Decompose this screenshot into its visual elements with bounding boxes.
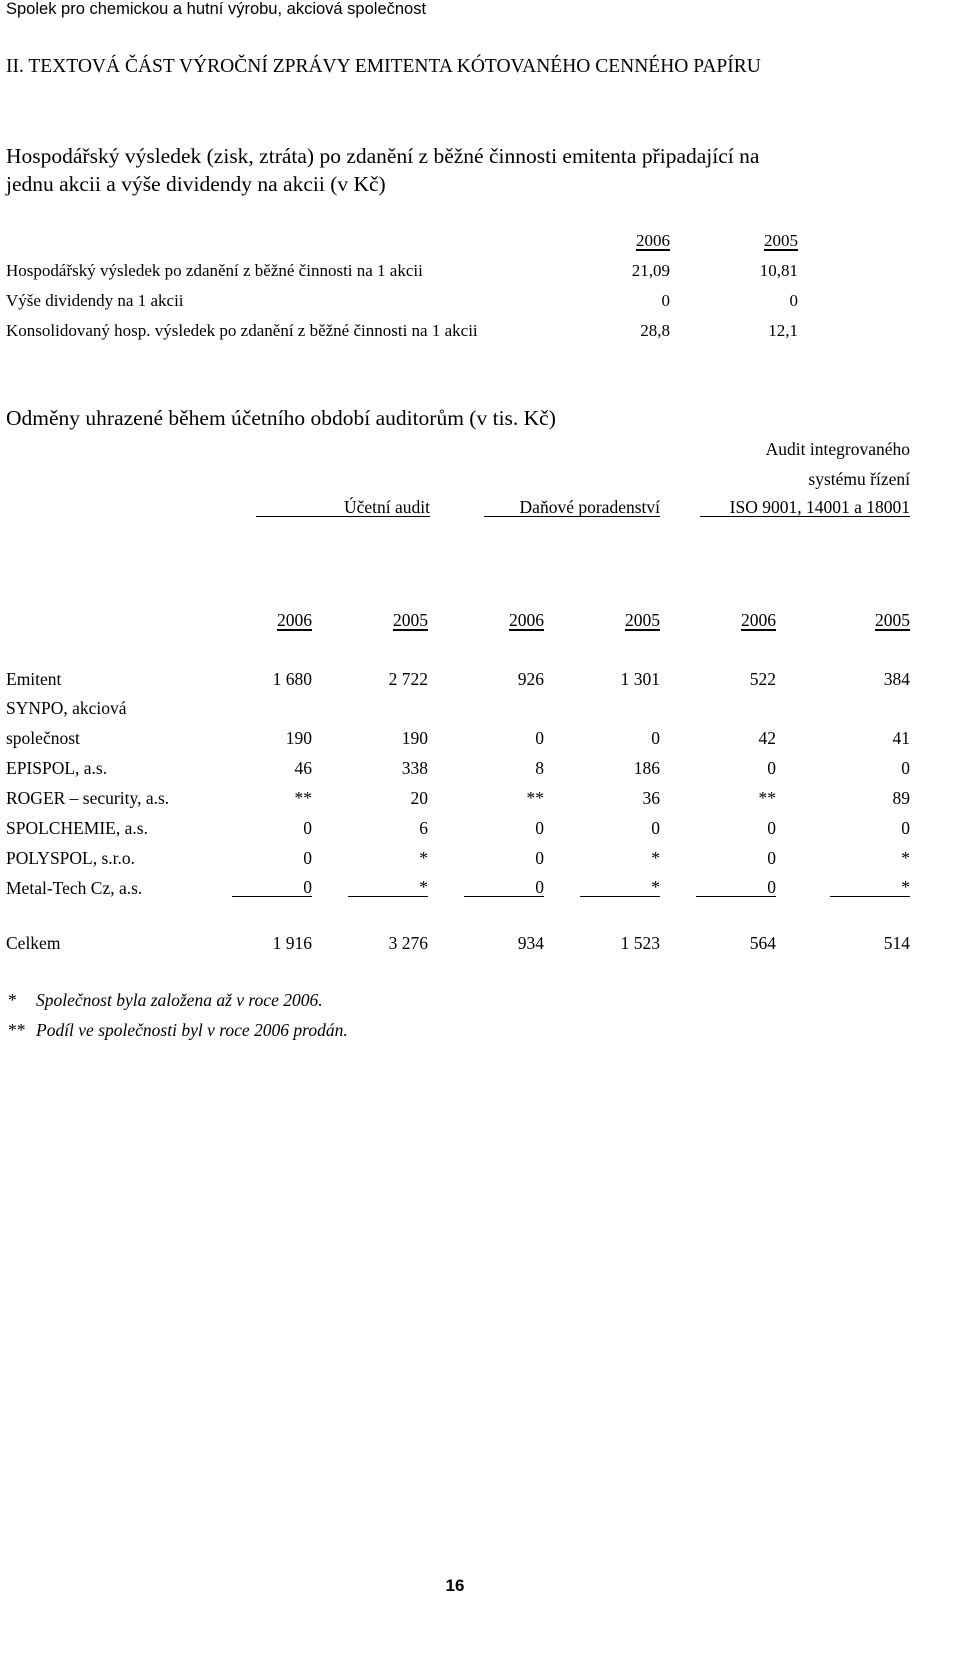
company-name: Spolek pro chemickou a hutní výrobu, akciová společnost [6,0,427,18]
audit-year: 2006 [277,610,312,630]
audit-row-value: 89 [892,788,910,808]
audit-row-value: 46 [294,758,312,778]
section-title: II. TEXTOVÁ ČÁST VÝROČNÍ ZPRÁVY EMITENTA KÓTOVANÉHO CENNÉHO PAPÍRU [6,56,761,77]
audit-row-value: 0 [464,878,544,897]
iso-header-line3: ISO 9001, 14001 a 18001 [700,498,910,517]
audit-row-value: 0 [535,848,544,868]
audit-total-value: 514 [883,933,910,953]
audit-row-name: Metal-Tech Cz, a.s. [6,878,143,898]
earnings-year-2005: 2005 [764,231,798,250]
earnings-row-value: 21,09 [631,261,670,280]
audit-total-value: 3 276 [388,933,428,953]
footnote-text: Společnost byla založena až v roce 2006. [36,990,323,1010]
earnings-row-label: Výše dividendy na 1 akcii [6,291,184,310]
footnote-text: Podíl ve společnosti byl v roce 2006 prodán. [36,1020,348,1040]
audit-row-value: * [580,878,660,897]
footnote-mark: * [8,990,17,1010]
audit-row-value: 522 [749,669,776,689]
earnings-heading-line2: jednu akcii a výše dividendy na akcii (v Kč) [6,172,386,196]
audit-total-value: 934 [517,933,544,953]
audit-row-name: ROGER – security, a.s. [6,788,170,808]
iso-header-line1: Audit integrovaného [765,439,910,459]
audit-year: 2005 [625,610,660,630]
audit-row-value: 41 [892,728,910,748]
audit-row-name: společnost [6,728,80,748]
audit-row-value: ** [294,788,312,808]
audit-total-value: 1 916 [272,933,312,953]
audit-row-value: 0 [767,818,776,838]
audit-row-value: 0 [767,758,776,778]
audit-row-value: * [651,848,660,868]
audit-row-value: 0 [303,848,312,868]
audit-row-value: ** [526,788,544,808]
tax-advisory-header: Daňové poradenství [484,498,660,517]
audit-year: 2006 [741,610,776,630]
audit-row-name: Emitent [6,669,62,689]
audit-row-name: EPISPOL, a.s. [6,758,108,778]
earnings-year-2006: 2006 [636,231,670,250]
audit-row-value: 20 [410,788,428,808]
earnings-row-label: Konsolidovaný hosp. výsledek po zdanění z běžné činnosti na 1 akcii [6,321,478,340]
audit-row-value: 1 680 [272,669,312,689]
audit-year: 2005 [393,610,428,630]
audit-row-value: 36 [642,788,660,808]
earnings-row-value: 0 [789,291,798,310]
earnings-row-label: Hospodářský výsledek po zdanění z běžné činnosti na 1 akcii [6,261,423,280]
accounting-audit-header: Účetní audit [256,498,430,517]
audit-row-value: 0 [696,878,776,897]
footnote-mark: ** [8,1020,26,1040]
audit-row-name: SYNPO, akciová [6,698,127,718]
audit-row-value: 6 [419,818,428,838]
audit-year: 2006 [509,610,544,630]
audit-row-value: ** [758,788,776,808]
audit-row-value: 0 [767,848,776,868]
iso-header-line2: systému řízení [808,469,910,489]
audit-row-value: 926 [517,669,544,689]
audit-row-value: 1 301 [620,669,660,689]
audit-row-value: 190 [401,728,428,748]
audit-row-value: * [830,878,910,897]
audit-row-value: 2 722 [388,669,428,689]
audit-row-value: 0 [651,818,660,838]
earnings-heading-line1: Hospodářský výsledek (zisk, ztráta) po zdanění z běžné činnosti emitenta připadající na [6,144,760,168]
audit-heading: Odměny uhrazené během účetního období auditorům (v tis. Kč) [6,406,556,430]
audit-row-value: 0 [303,818,312,838]
audit-row-value: 190 [285,728,312,748]
audit-row-value: * [901,848,910,868]
audit-row-value: 0 [535,728,544,748]
audit-total-value: 564 [749,933,776,953]
audit-row-value: 0 [901,818,910,838]
earnings-row-value: 12,1 [768,321,798,340]
audit-row-value: 0 [651,728,660,748]
earnings-row-value: 0 [661,291,670,310]
audit-row-value: 186 [633,758,660,778]
audit-year: 2005 [875,610,910,630]
audit-row-value: 42 [758,728,776,748]
earnings-row-value: 28,8 [640,321,670,340]
audit-total-value: 1 523 [620,933,660,953]
audit-row-value: 0 [232,878,312,897]
audit-total-label: Celkem [6,933,61,953]
page-number: 16 [445,1576,465,1595]
audit-row-name: SPOLCHEMIE, a.s. [6,818,148,838]
audit-row-value: 384 [883,669,910,689]
audit-row-value: 0 [901,758,910,778]
audit-row-value: * [348,878,428,897]
earnings-row-value: 10,81 [759,261,798,280]
audit-row-name: POLYSPOL, s.r.o. [6,848,136,868]
audit-row-value: 338 [401,758,428,778]
audit-row-value: 8 [535,758,544,778]
audit-row-value: 0 [535,818,544,838]
audit-row-value: * [419,848,428,868]
